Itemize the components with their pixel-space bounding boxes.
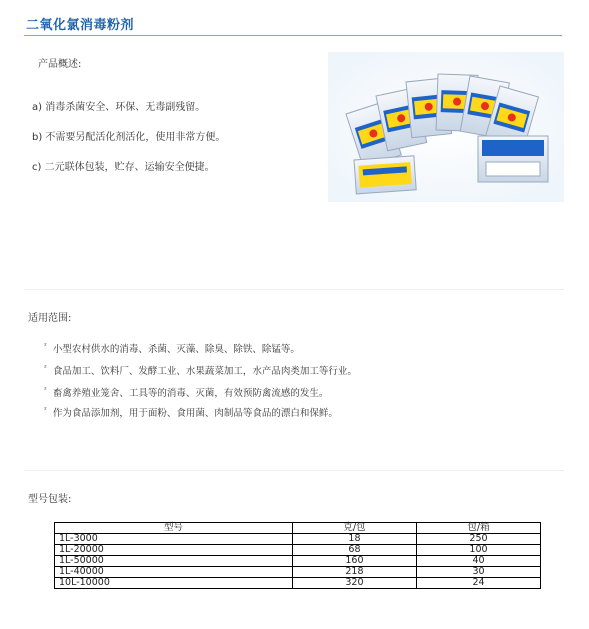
table-cell: 100 bbox=[416, 545, 540, 556]
table-cell: 250 bbox=[416, 534, 540, 545]
scope-item bbox=[44, 341, 300, 355]
scope-item-text: 作为食品添加剂，用于面粉、食用菌、肉制品等食品的漂白和保鲜。 bbox=[52, 408, 338, 419]
table-row bbox=[55, 567, 541, 578]
column-header-packs-per-box: 包/箱 bbox=[416, 523, 540, 534]
table-row bbox=[55, 545, 541, 556]
table-cell: 10L-10000 bbox=[55, 578, 293, 589]
table-cell: 18 bbox=[292, 534, 416, 545]
product-packets-image bbox=[328, 52, 564, 202]
column-header-model: 型号 bbox=[55, 523, 293, 534]
table-cell: 24 bbox=[416, 578, 540, 589]
overview-item: c) 二元联体包装，贮存、运输安全便捷。 bbox=[32, 162, 215, 173]
scope-item bbox=[44, 363, 357, 377]
section-divider bbox=[24, 470, 564, 471]
page-title: 二氧化氯消毒粉剂 bbox=[26, 18, 135, 33]
table-cell: 40 bbox=[416, 556, 540, 567]
scope-item-text: 食品加工、饮料厂、发酵工业、水果蔬菜加工，水产品肉类加工等行业。 bbox=[52, 366, 357, 377]
table-cell: 1L-40000 bbox=[55, 567, 293, 578]
packet bbox=[354, 156, 416, 194]
scope-item-text: 小型农村供水的消毒、杀菌、灭藻、除臭、除铁、除锰等。 bbox=[52, 344, 300, 355]
packet bbox=[478, 136, 548, 182]
table-cell: 1L-50000 bbox=[55, 556, 293, 567]
section-divider bbox=[24, 289, 564, 290]
table-cell: 160 bbox=[292, 556, 416, 567]
table-cell: 1L-3000 bbox=[55, 534, 293, 545]
table-row bbox=[55, 578, 541, 589]
table-cell: 218 bbox=[292, 567, 416, 578]
column-header-grams-per-pack: 克/包 bbox=[292, 523, 416, 534]
overview-item: a) 消毒杀菌安全、环保、无毒副残留。 bbox=[32, 102, 206, 113]
list-marker: ² bbox=[44, 385, 47, 394]
scope-item bbox=[44, 385, 328, 399]
overview-item: b) 不需要另配活化剂活化，使用非常方便。 bbox=[32, 132, 226, 143]
table-cell: 320 bbox=[292, 578, 416, 589]
scope-item-text: 畜禽养殖业笼舍、工具等的消毒、灭菌，有效预防禽流感的发生。 bbox=[52, 388, 329, 399]
scope-item bbox=[44, 405, 338, 419]
table-row bbox=[55, 556, 541, 567]
table-cell: 1L-20000 bbox=[55, 545, 293, 556]
spec-label: 型号包装: bbox=[28, 494, 72, 505]
scope-label: 适用范围: bbox=[28, 313, 72, 324]
overview-label: 产品概述: bbox=[38, 59, 82, 70]
list-marker: ² bbox=[44, 363, 47, 372]
table-header-row bbox=[55, 523, 541, 534]
title-divider bbox=[24, 35, 562, 36]
table-cell: 68 bbox=[292, 545, 416, 556]
list-marker: ² bbox=[44, 405, 47, 414]
spec-table bbox=[54, 522, 541, 589]
table-cell: 30 bbox=[416, 567, 540, 578]
list-marker: ² bbox=[44, 341, 47, 350]
table-row bbox=[55, 534, 541, 545]
